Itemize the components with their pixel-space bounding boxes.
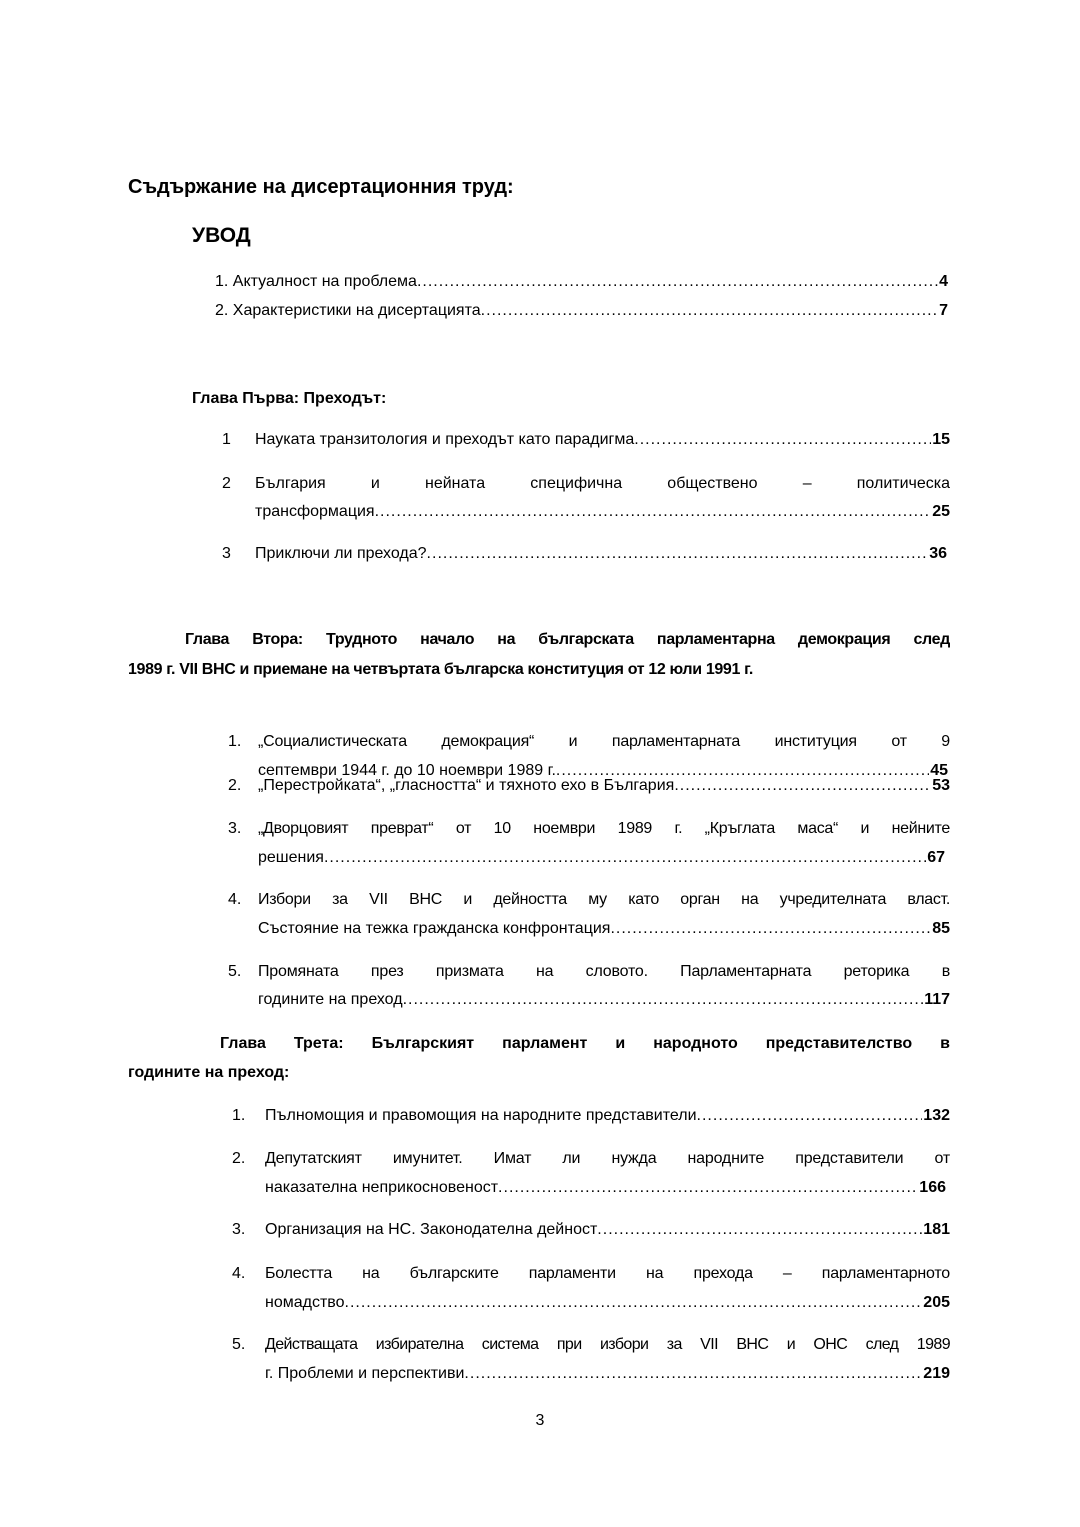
toc-entry[interactable] bbox=[265, 1288, 950, 1317]
dot-leader bbox=[481, 296, 938, 325]
dot-leader bbox=[498, 1173, 918, 1202]
entry-page: 25 bbox=[932, 503, 950, 520]
toc-entry[interactable] bbox=[265, 1173, 946, 1202]
entry-title: Науката транзитология и преходът като парадигма bbox=[255, 431, 635, 448]
entry-title-line1[interactable]: „Дворцовият преврат“ от 10 ноември 1989 г. „Кръглата маса“ и нейните bbox=[258, 820, 950, 837]
entry-title-line1[interactable]: „Социалистическата демокрация“ и парламентарната институция от 9 bbox=[258, 733, 950, 750]
dot-leader bbox=[345, 1288, 923, 1317]
entry-number: 2. bbox=[232, 1150, 246, 1167]
entry-number: 4. bbox=[232, 1265, 246, 1282]
entry-number: 1. bbox=[232, 1107, 246, 1124]
entry-page: 166 bbox=[919, 1179, 946, 1196]
entry-number: 3. bbox=[228, 820, 242, 837]
toc-entry[interactable] bbox=[265, 1359, 950, 1388]
entry-number: 2. bbox=[228, 777, 242, 794]
toc-entry[interactable] bbox=[258, 985, 950, 1014]
entry-title-line2: решения bbox=[258, 849, 324, 866]
entry-title: Актуалност на проблема bbox=[232, 273, 417, 290]
toc-entry[interactable] bbox=[215, 296, 948, 325]
toc-entry[interactable] bbox=[258, 771, 950, 800]
entry-number: 5. bbox=[228, 963, 242, 980]
entry-page: 181 bbox=[923, 1221, 950, 1238]
entry-title-line2: септември 1944 г. до 10 ноември 1989 г. bbox=[258, 762, 556, 779]
entry-page: 219 bbox=[923, 1365, 950, 1382]
entry-page: 132 bbox=[923, 1107, 950, 1124]
dot-leader bbox=[324, 843, 926, 872]
entry-title-line2: г. Проблеми и перспективи bbox=[265, 1365, 465, 1382]
entry-page: 7 bbox=[939, 302, 948, 319]
entry-page: 36 bbox=[929, 545, 947, 562]
entry-title: Пълномощия и правомощия на народните представители bbox=[265, 1107, 697, 1124]
dot-leader bbox=[464, 1359, 922, 1388]
dot-leader bbox=[634, 425, 931, 454]
dot-leader bbox=[403, 985, 924, 1014]
entry-title-line1[interactable]: България и нейната специфична обществено – политическа bbox=[255, 475, 950, 492]
dot-leader bbox=[610, 914, 931, 943]
entry-title-line1[interactable]: Действащата избирателна система при избори за VII ВНС и ОНС след 1989 bbox=[265, 1336, 950, 1353]
dot-leader bbox=[597, 1215, 922, 1244]
entry-number: 5. bbox=[232, 1336, 246, 1353]
toc-entry[interactable] bbox=[255, 425, 950, 454]
entry-page: 67 bbox=[927, 849, 945, 866]
dot-leader bbox=[375, 497, 932, 526]
entry-title-line1[interactable]: Болестта на българските парламенти на прехода – парламентарното bbox=[265, 1265, 950, 1282]
entry-title-line2: трансформация bbox=[255, 503, 375, 520]
entry-page: 85 bbox=[932, 920, 950, 937]
toc-entry[interactable] bbox=[265, 1215, 950, 1244]
entry-number: 1. bbox=[215, 273, 229, 290]
entry-page: 15 bbox=[932, 431, 950, 448]
entry-number: 2 bbox=[222, 475, 231, 492]
entry-title: Характеристики на дисертацията bbox=[232, 302, 481, 319]
chapter-3-heading-line2: годините на преход: bbox=[128, 1064, 290, 1081]
page-number: 3 bbox=[535, 1412, 545, 1429]
entry-page: 205 bbox=[923, 1294, 950, 1311]
chapter-2-heading-line2: 1989 г. VII ВНС и приемане на четвъртата българска конституция от 12 юли 1991 г. bbox=[128, 661, 753, 678]
toc-entry[interactable] bbox=[215, 267, 948, 296]
entry-title-line1[interactable]: Депутатският имунитет. Имат ли нужда народните представители от bbox=[265, 1150, 950, 1167]
entry-number: 3. bbox=[232, 1221, 246, 1238]
intro-heading: УВОД bbox=[192, 224, 251, 247]
entry-title-line2: годините на преход bbox=[258, 991, 403, 1008]
entry-page: 53 bbox=[932, 777, 950, 794]
dot-leader bbox=[417, 267, 938, 296]
entry-title-line2: номадство bbox=[265, 1294, 345, 1311]
entry-title-line2: Състояние на тежка гражданска конфронтация bbox=[258, 920, 611, 937]
entry-title-line2: наказателна неприкосновеност bbox=[265, 1179, 499, 1196]
chapter-3-heading-line1: Глава Трета: Българският парламент и народното представителство в bbox=[220, 1035, 950, 1052]
entry-page: 4 bbox=[939, 273, 948, 290]
toc-entry[interactable] bbox=[265, 1101, 950, 1130]
toc-entry[interactable] bbox=[255, 497, 950, 526]
dot-leader bbox=[427, 539, 929, 568]
entry-number: 1 bbox=[222, 431, 231, 448]
toc-entry[interactable] bbox=[255, 539, 947, 568]
toc-entry[interactable] bbox=[258, 914, 950, 943]
entry-number: 1. bbox=[228, 733, 242, 750]
entry-number: 3 bbox=[222, 545, 231, 562]
entry-title-line1[interactable]: Избори за VII ВНС и дейността му като орган на учредителната власт. bbox=[258, 891, 950, 908]
chapter-1-heading: Глава Първа: Преходът: bbox=[192, 390, 387, 407]
entry-title: „Перестройката“, „гласността“ и тяхното ехо в България bbox=[258, 777, 675, 794]
chapter-2-heading-line1: Глава Втора: Трудното начало на българската парламентарна демокрация след bbox=[185, 631, 950, 648]
entry-page: 117 bbox=[924, 991, 950, 1008]
toc-title: Съдържание на дисертационния труд: bbox=[128, 176, 514, 198]
toc-entry[interactable] bbox=[258, 843, 945, 872]
dot-leader bbox=[697, 1101, 923, 1130]
entry-title: Организация на НС. Законодателна дейност bbox=[265, 1221, 598, 1238]
dot-leader bbox=[674, 771, 931, 800]
entry-title: Приключи ли прехода? bbox=[255, 545, 427, 562]
entry-number: 2. bbox=[215, 302, 229, 319]
entry-title-line1[interactable]: Промяната през призмата на словото. Парламентарната реторика в bbox=[258, 963, 950, 980]
entry-page: 45 bbox=[930, 762, 948, 779]
entry-number: 4. bbox=[228, 891, 242, 908]
